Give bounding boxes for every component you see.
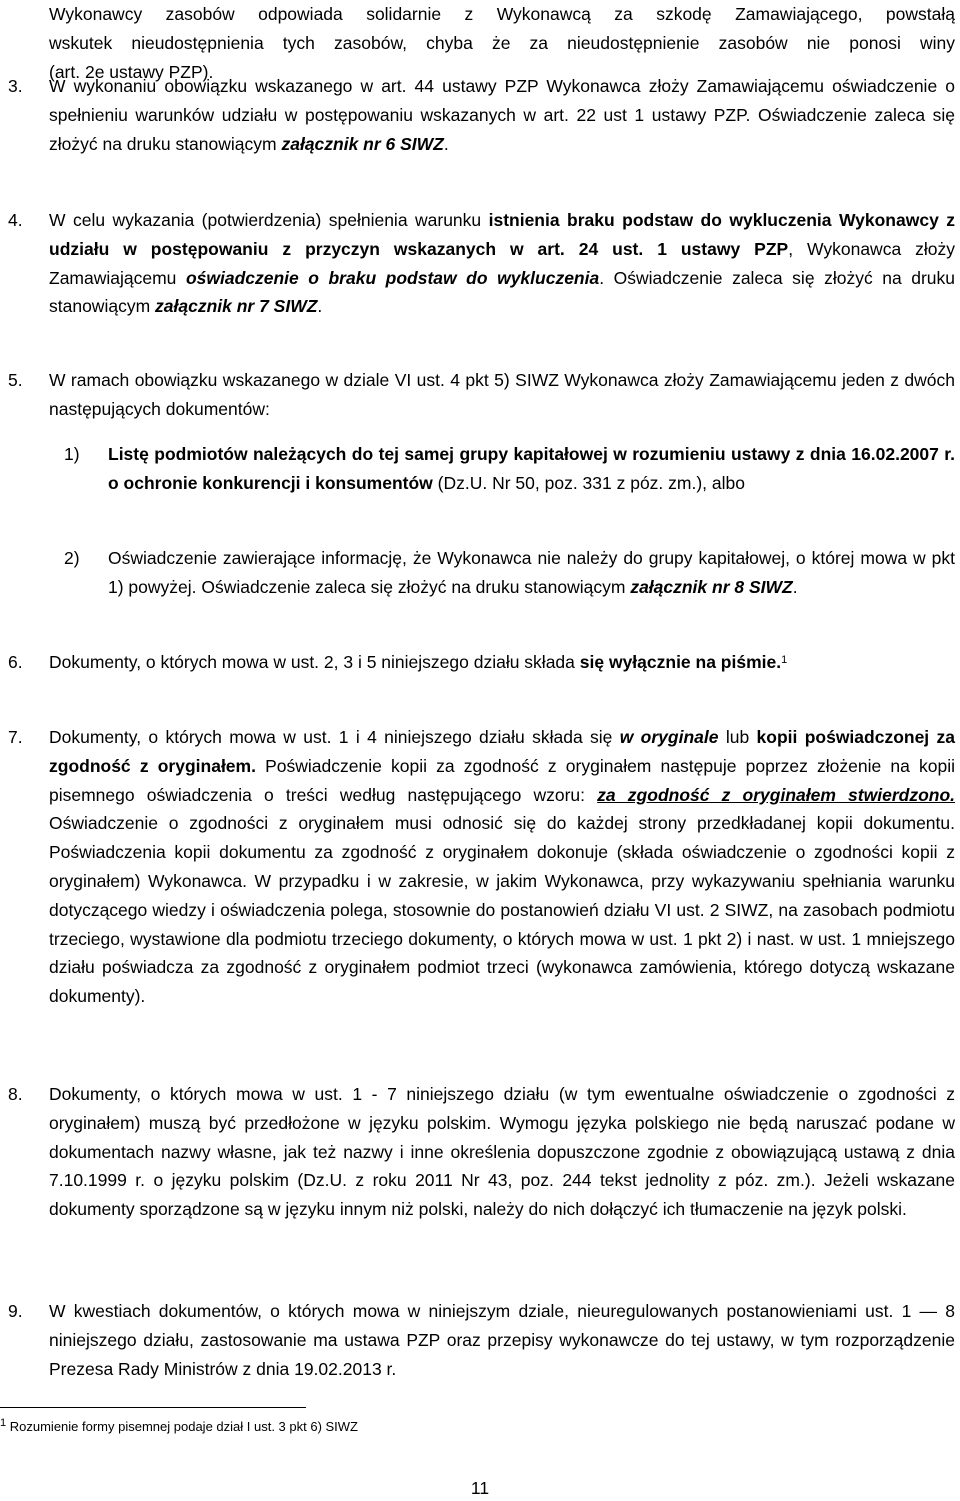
list-item-number: 8. xyxy=(8,1084,23,1104)
sub-item-2 xyxy=(64,544,955,602)
intro-line: wskutek nieudostępnienia tych zasobów, chyba że za nieudostępnienie zasobów nie ponosi winy xyxy=(49,32,955,53)
text-run: istnienia braku podstaw do wykluczenia Wykonawcy z udziału w postępowaniu z przyczyn wskazanych w art. 24 ust. 1 ustawy PZP xyxy=(49,210,955,259)
list-item-text xyxy=(49,1297,955,1383)
list-item-5 xyxy=(8,366,955,424)
list-item-text xyxy=(49,72,955,158)
text-run: za zgodność z oryginałem stwierdzono. xyxy=(597,784,956,805)
sub-item-1 xyxy=(64,440,955,498)
text-run: załącznik nr 7 SIWZ xyxy=(155,296,318,317)
list-item-text xyxy=(49,366,955,424)
list-item-number: 4. xyxy=(8,210,23,230)
sub-item-number: 1) xyxy=(64,444,80,464)
footnote-text: Rozumienie formy pisemnej podaje dział I ust. 3 pkt 6) SIWZ xyxy=(9,1419,359,1434)
list-item-text xyxy=(49,1080,955,1224)
text-run: kopii poświadczonej za zgodność z oryginałem. xyxy=(49,727,955,776)
intro-line: Wykonawcy zasobów odpowiada solidarnie z Wykonawcą za szkodę Zamawiającego, powstałą xyxy=(49,4,955,24)
list-item-text xyxy=(49,723,955,1011)
text-run: Dokumenty, o których mowa w ust. 2, 3 i 5 niniejszego działu składa xyxy=(49,652,580,672)
list-item-number: 9. xyxy=(8,1301,23,1321)
text-run: , Wykonawca złoży Zamawiającemu xyxy=(49,238,955,288)
text-run: się wyłącznie na piśmie. xyxy=(579,652,782,672)
text-run: oświadczenie o braku podstaw do wykluczenia xyxy=(185,267,600,288)
list-item-number: 7. xyxy=(8,727,23,747)
list-item-text xyxy=(49,206,955,321)
text-run: . xyxy=(317,296,323,317)
footnote-divider xyxy=(0,1407,306,1408)
list-item-4 xyxy=(8,206,955,321)
intro-line: (art. 2e ustawy PZP). xyxy=(49,61,214,82)
list-item-number: 5. xyxy=(8,370,23,390)
text-run: Dokumenty, o których mowa w ust. 1 - 7 niniejszego działu (w tym ewentualne oświadczenie o zgodności z oryginałem) muszą być przedłożone w języku polskim. Wymogu języka polskiego nie będą naruszać podane w dokumentach nazwy własne, jak też nazwy i inne określenia dopuszczone zgodnie z obowiązującą ustawą z dnia 7.10.1999 r. o języku polskim (Dz.U. z roku 2011 Nr 43, poz. 244 tekst jednolity z póz. zm.). Jeżeli wskazane dokumenty sporządzone są w języku innym niż polski, należy do nich dołączyć ich tłumaczenie na język polski. xyxy=(49,1084,955,1220)
sub-item-text xyxy=(108,544,955,602)
sub-item-text xyxy=(108,440,955,498)
list-item-3 xyxy=(8,72,955,158)
text-run: . xyxy=(443,133,449,154)
text-run: W kwestiach dokumentów, o których mowa w niniejszym dziale, nieuregulowanych postanowieniami ust. 1 — 8 niniejszego działu, zastosowanie ma ustawa PZP oraz przepisy wykonawcze do tej ustawy, w tym rozporządzenie Prezesa Rady Ministrów z dnia 19.02.2013 r. xyxy=(49,1301,955,1379)
list-item-text xyxy=(49,648,955,677)
text-run: W celu wykazania (potwierdzenia) spełnienia warunku xyxy=(49,210,489,230)
text-run: w oryginale xyxy=(619,727,719,747)
text-run: Poświadczenie kopii za zgodność z oryginałem następuje poprzez złożenie na kopii pisemnego oświadczenia o treści według następującego wzoru: xyxy=(49,755,955,805)
footnote-mark: 1 xyxy=(0,1417,7,1429)
text-run: W ramach obowiązku wskazanego w dziale VI ust. 4 pkt 5) SIWZ Wykonawca złoży Zamawiającemu jeden z dwóch następujących dokumentów: xyxy=(49,370,955,419)
list-item-6 xyxy=(8,648,955,677)
page-number: 11 xyxy=(470,1478,490,1498)
text-run: (Dz.U. Nr 50, poz. 331 z póz. zm.), albo xyxy=(432,472,745,493)
list-item-8 xyxy=(8,1080,955,1224)
sub-item-number: 2) xyxy=(64,548,80,568)
text-run: Dokumenty, o których mowa w ust. 1 i 4 niniejszego działu składa się xyxy=(49,727,620,747)
footnote-reference: 1 xyxy=(781,654,788,666)
text-run: lub xyxy=(718,727,757,747)
list-item-7 xyxy=(8,723,955,1011)
list-item-number: 3. xyxy=(8,76,23,96)
text-run: W wykonaniu obowiązku wskazanego w art. 44 ustawy PZP Wykonawca złoży Zamawiającemu oświadczenie o spełnieniu warunków udziału w postępowaniu wskazanych w art. 22 ust 1 ustawy PZP. Oświadczenie zaleca się złożyć na druku stanowiącym xyxy=(49,76,955,154)
text-run: . Oświadczenie zaleca się złożyć na druku stanowiącym xyxy=(49,267,955,317)
list-item-number: 6. xyxy=(8,652,23,672)
text-run: załącznik nr 6 SIWZ xyxy=(281,133,444,154)
text-run: Listę podmiotów należących do tej samej grupy kapitałowej w rozumieniu ustawy z dnia 16.02.2007 r. o ochronie konkurencji i konsumentów xyxy=(108,444,955,493)
text-run: Oświadczenie zawierające informację, że Wykonawca nie należy do grupy kapitałowej, o której mowa w pkt 1) powyżej. Oświadczenie zaleca się złożyć na druku stanowiącym xyxy=(108,548,955,597)
text-run: załącznik nr 8 SIWZ xyxy=(630,576,793,597)
text-run: Oświadczenie o zgodności z oryginałem musi odnosić się do każdej strony przedkładanej kopii dokumentu. Poświadczenia kopii dokumentu za zgodność z oryginałem dokonuje (składa oświadczenie o zgodności kopii z oryginałem) Wykonawca. W przypadku i w zakresie, w jakim Wykonawca, przy wykazywaniu spełniania warunku dotyczącego wiedzy i oświadczenia polega, stosownie do postanowień działu VI ust. 2 SIWZ, na zasobach podmiotu trzeciego, wystawione dla podmiotu trzeciego dokumenty, o których mowa w ust. 1 pkt 2) i nast. w ust. 1 mniejszego działu poświadcza za zgodność z oryginałem podmiot trzeci (wykonawca zamówienia, którego dotyczą wskazane dokumenty). xyxy=(49,813,955,1007)
list-item-9 xyxy=(8,1297,955,1383)
footnote xyxy=(0,1418,700,1436)
text-run: . xyxy=(792,576,798,597)
